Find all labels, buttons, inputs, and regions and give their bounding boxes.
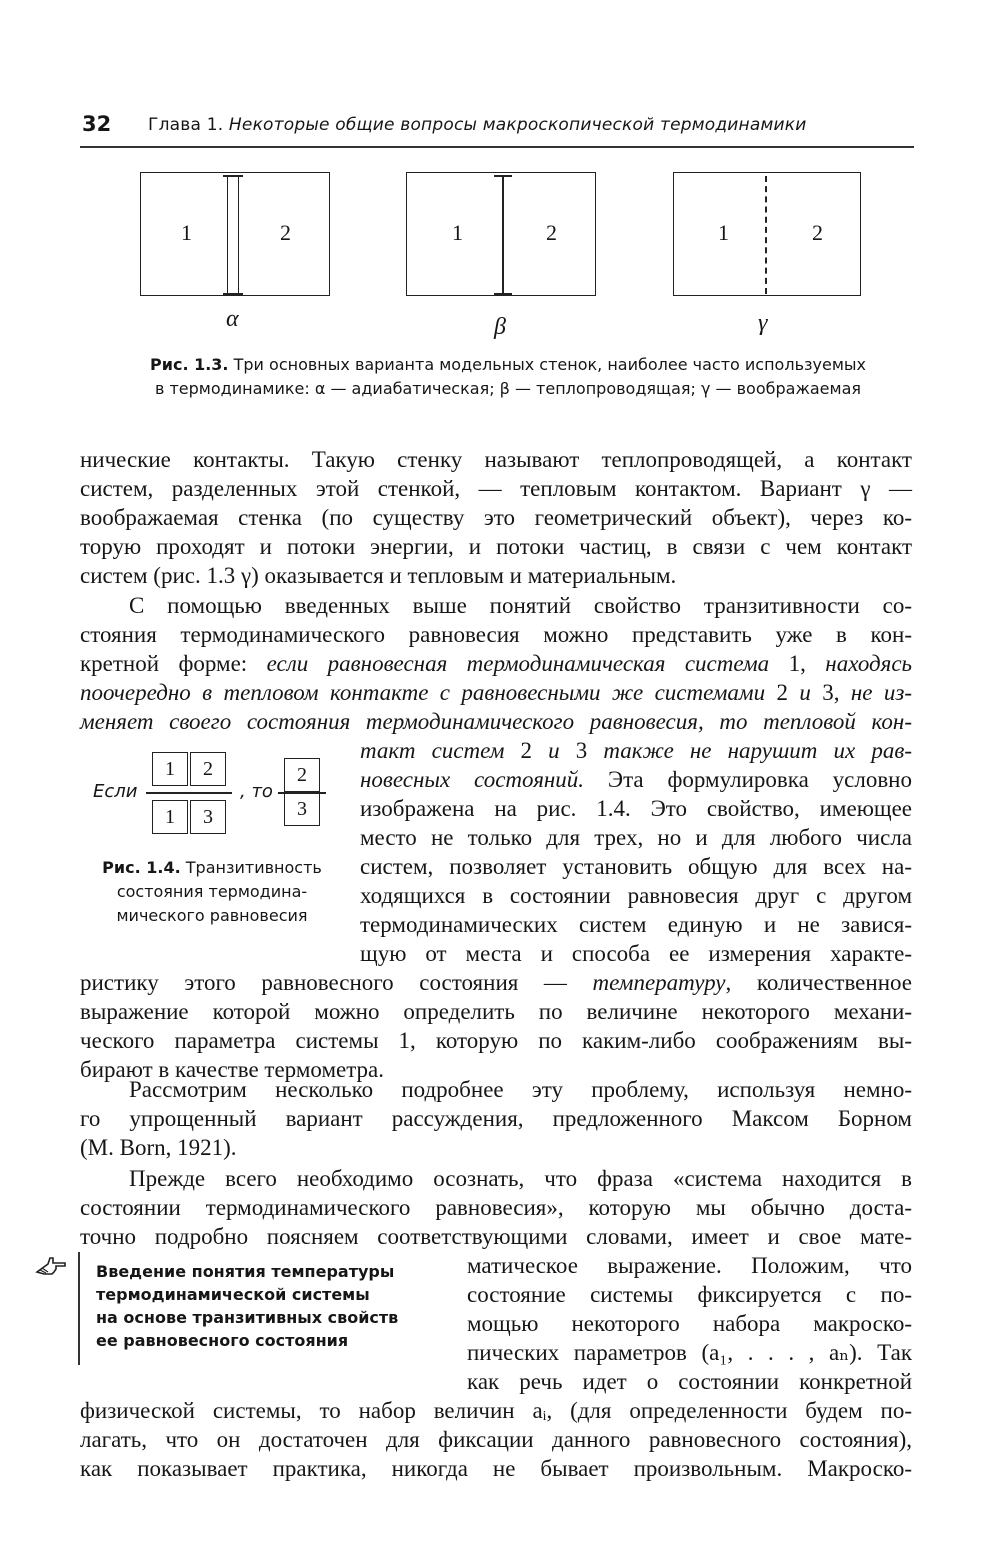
result-bar [278,792,326,794]
body-line-last: бирают в качестве термометра. [80,1057,384,1082]
body-line: как показывает практика, никогда не бывает произвольным. Макроско- [80,1456,912,1481]
panel-gamma [673,172,861,296]
caption-label: Рис. 1.4. [102,858,181,877]
imaginary-wall [765,176,767,294]
text-run: , количественное [725,970,912,995]
wall-cap-bottom [494,293,512,295]
body-line: выражение которой можно определить по величине некоторого механи- [80,999,912,1024]
body-line: ческого параметра системы 1, которую по каким-либо соображениям вы- [80,1028,912,1053]
side-note-line: термодинамической системы [96,1285,370,1304]
side-note [96,1260,398,1352]
body-line: точно подробно поясняем соответствующими словами, имеет и свое мате- [80,1224,912,1249]
label-gamma: γ [758,310,768,336]
side-note-line: ее равновесного состояния [96,1331,349,1350]
panel-gamma-right: 2 [812,220,823,245]
body-line: лагать, что он достаточен для фиксации данного равновесного состояния), [80,1427,912,1452]
figure-1-4-caption [82,856,342,928]
italic-run: поочередно в тепловом контакте с равновесными же системами [80,680,766,705]
cell-result-2: 2 [284,758,320,792]
panel-alpha-right: 2 [280,220,291,245]
italic-run: также не нарушит их рав- [603,738,912,763]
caption-line: состояния термодина- [116,882,308,901]
body-line: систем, позволяет установить общую для всех на- [360,854,912,879]
text-run: 1, [769,651,826,676]
side-note-line: на основе транзитивных свойств [96,1308,399,1327]
text-run: 3 [559,738,604,763]
caption-line: Три основных варианта модельных стенок, наиболее часто используемых [233,355,866,374]
italic-run: и [799,680,811,705]
body-line: физической системы, то набор величин aᵢ, (для определенности будем по- [80,1398,912,1423]
text-run: 2 [765,680,800,705]
panel-beta-left: 1 [452,220,463,245]
wall-cap-top [494,175,512,177]
label-alpha: α [226,306,239,332]
caption-label: Рис. 1.3. [150,355,229,374]
text-run: 2 [504,738,549,763]
caption-line: в термодинамике: α — адиабатическая; β — теплопроводящая; γ — воображаемая [154,379,862,398]
body-line: состояние системы фиксируется с по- [467,1282,912,1307]
then-word: , то [240,781,273,802]
side-note-bar [78,1252,80,1365]
panel-beta-right: 2 [546,220,557,245]
text-run: ристику этого равновесного состояния — [80,970,593,995]
body-line-last: систем (рис. 1.3 γ) оказывается и тепловым и материальным. [80,563,677,588]
body-line: нические контакты. Такую стенку называют теплопроводящей, а контакт [80,447,912,472]
body-line: щую от места и способа ее измерения характе- [360,941,912,966]
body-line: систем, разделенных этой стенкой, — тепловым контактом. Вариант γ — [80,476,912,501]
caption-line: Транзитивность [185,858,322,877]
italic-run: и [548,738,560,763]
body-line [360,766,912,794]
text-run: кретной форме: [80,651,267,676]
if-word: Если [93,781,138,802]
page-number: 32 [82,112,112,136]
body-line: Прежде всего необходимо осознать, что фраза «система находится в [129,1166,912,1191]
body-line: ходящихся в состоянии равновесия друг с другом [360,883,912,908]
equality-bar [146,792,232,794]
body-line: термодинамических систем единую и не завися- [360,912,912,937]
caption-line: мического равновесия [116,906,308,925]
body-line: воображаемая стенка (по существу это геометрический объект), через ко- [80,505,912,530]
body-line: пических параметров (a₁, . . . , aₙ). Так [467,1340,912,1365]
text-run: Эта формулировка условно [584,767,912,792]
body-line: изображена на рис. 1.4. Это свойство, имеющее [360,796,912,821]
italic-run: не из- [850,680,912,705]
italic-run: если равновесная термодинамическая система [266,651,770,676]
chapter-title: Некоторые общие вопросы макроскопической термодинамики [228,115,807,135]
pointing-hand-icon [34,1252,74,1282]
italic-run: такт систем [360,738,505,763]
italic-run: температуру [592,970,726,995]
body-line: го упрощенный вариант рассуждения, предложенного Максом Борном [80,1106,912,1131]
label-beta: β [494,314,506,340]
body-line-last: (M. Born, 1921). [80,1135,237,1160]
body-line: С помощью введенных выше понятий свойство транзитивности со- [129,593,912,618]
italic-run: меняет своего состояния термодинамического равновесия, то тепловой кон- [80,709,912,734]
cell-top-1: 1 [152,752,188,786]
body-line: мощью некоторого набора макроско- [467,1311,912,1336]
body-line: как речь идет о состоянии конкретной [467,1369,912,1394]
body-line: торую проходят и потоки энергии, и потоки частиц, в связи с чем контакт [80,534,912,559]
body-line: место не только для трех, но и для любого числа [360,825,912,850]
cell-result-3: 3 [284,792,320,826]
body-line: состоянии термодинамического равновесия», которую мы обычно доста- [80,1195,912,1220]
panel-beta [406,172,596,296]
body-line: Рассмотрим несколько подробнее эту проблему, используя немно- [129,1077,912,1102]
body-line [80,969,912,997]
cell-bottom-1: 1 [152,800,188,834]
body-line: матическое выражение. Положим, что [467,1253,912,1278]
panel-gamma-left: 1 [718,220,729,245]
text-run: 3, [810,680,851,705]
panel-alpha-left: 1 [181,220,192,245]
conducting-wall [502,176,504,294]
cell-top-2: 2 [190,752,226,786]
chapter-prefix: Глава 1. [148,115,224,135]
figure-1-4 [0,0,340,940]
cell-bottom-3: 3 [190,800,226,834]
side-note-line: Введение понятия температуры [96,1262,395,1281]
italic-run: находясь [825,651,913,676]
italic-run: новесных состояний. [360,767,585,792]
body-line [360,737,912,765]
body-line: стояния термодинамического равновесия можно представить уже в кон- [80,622,912,647]
